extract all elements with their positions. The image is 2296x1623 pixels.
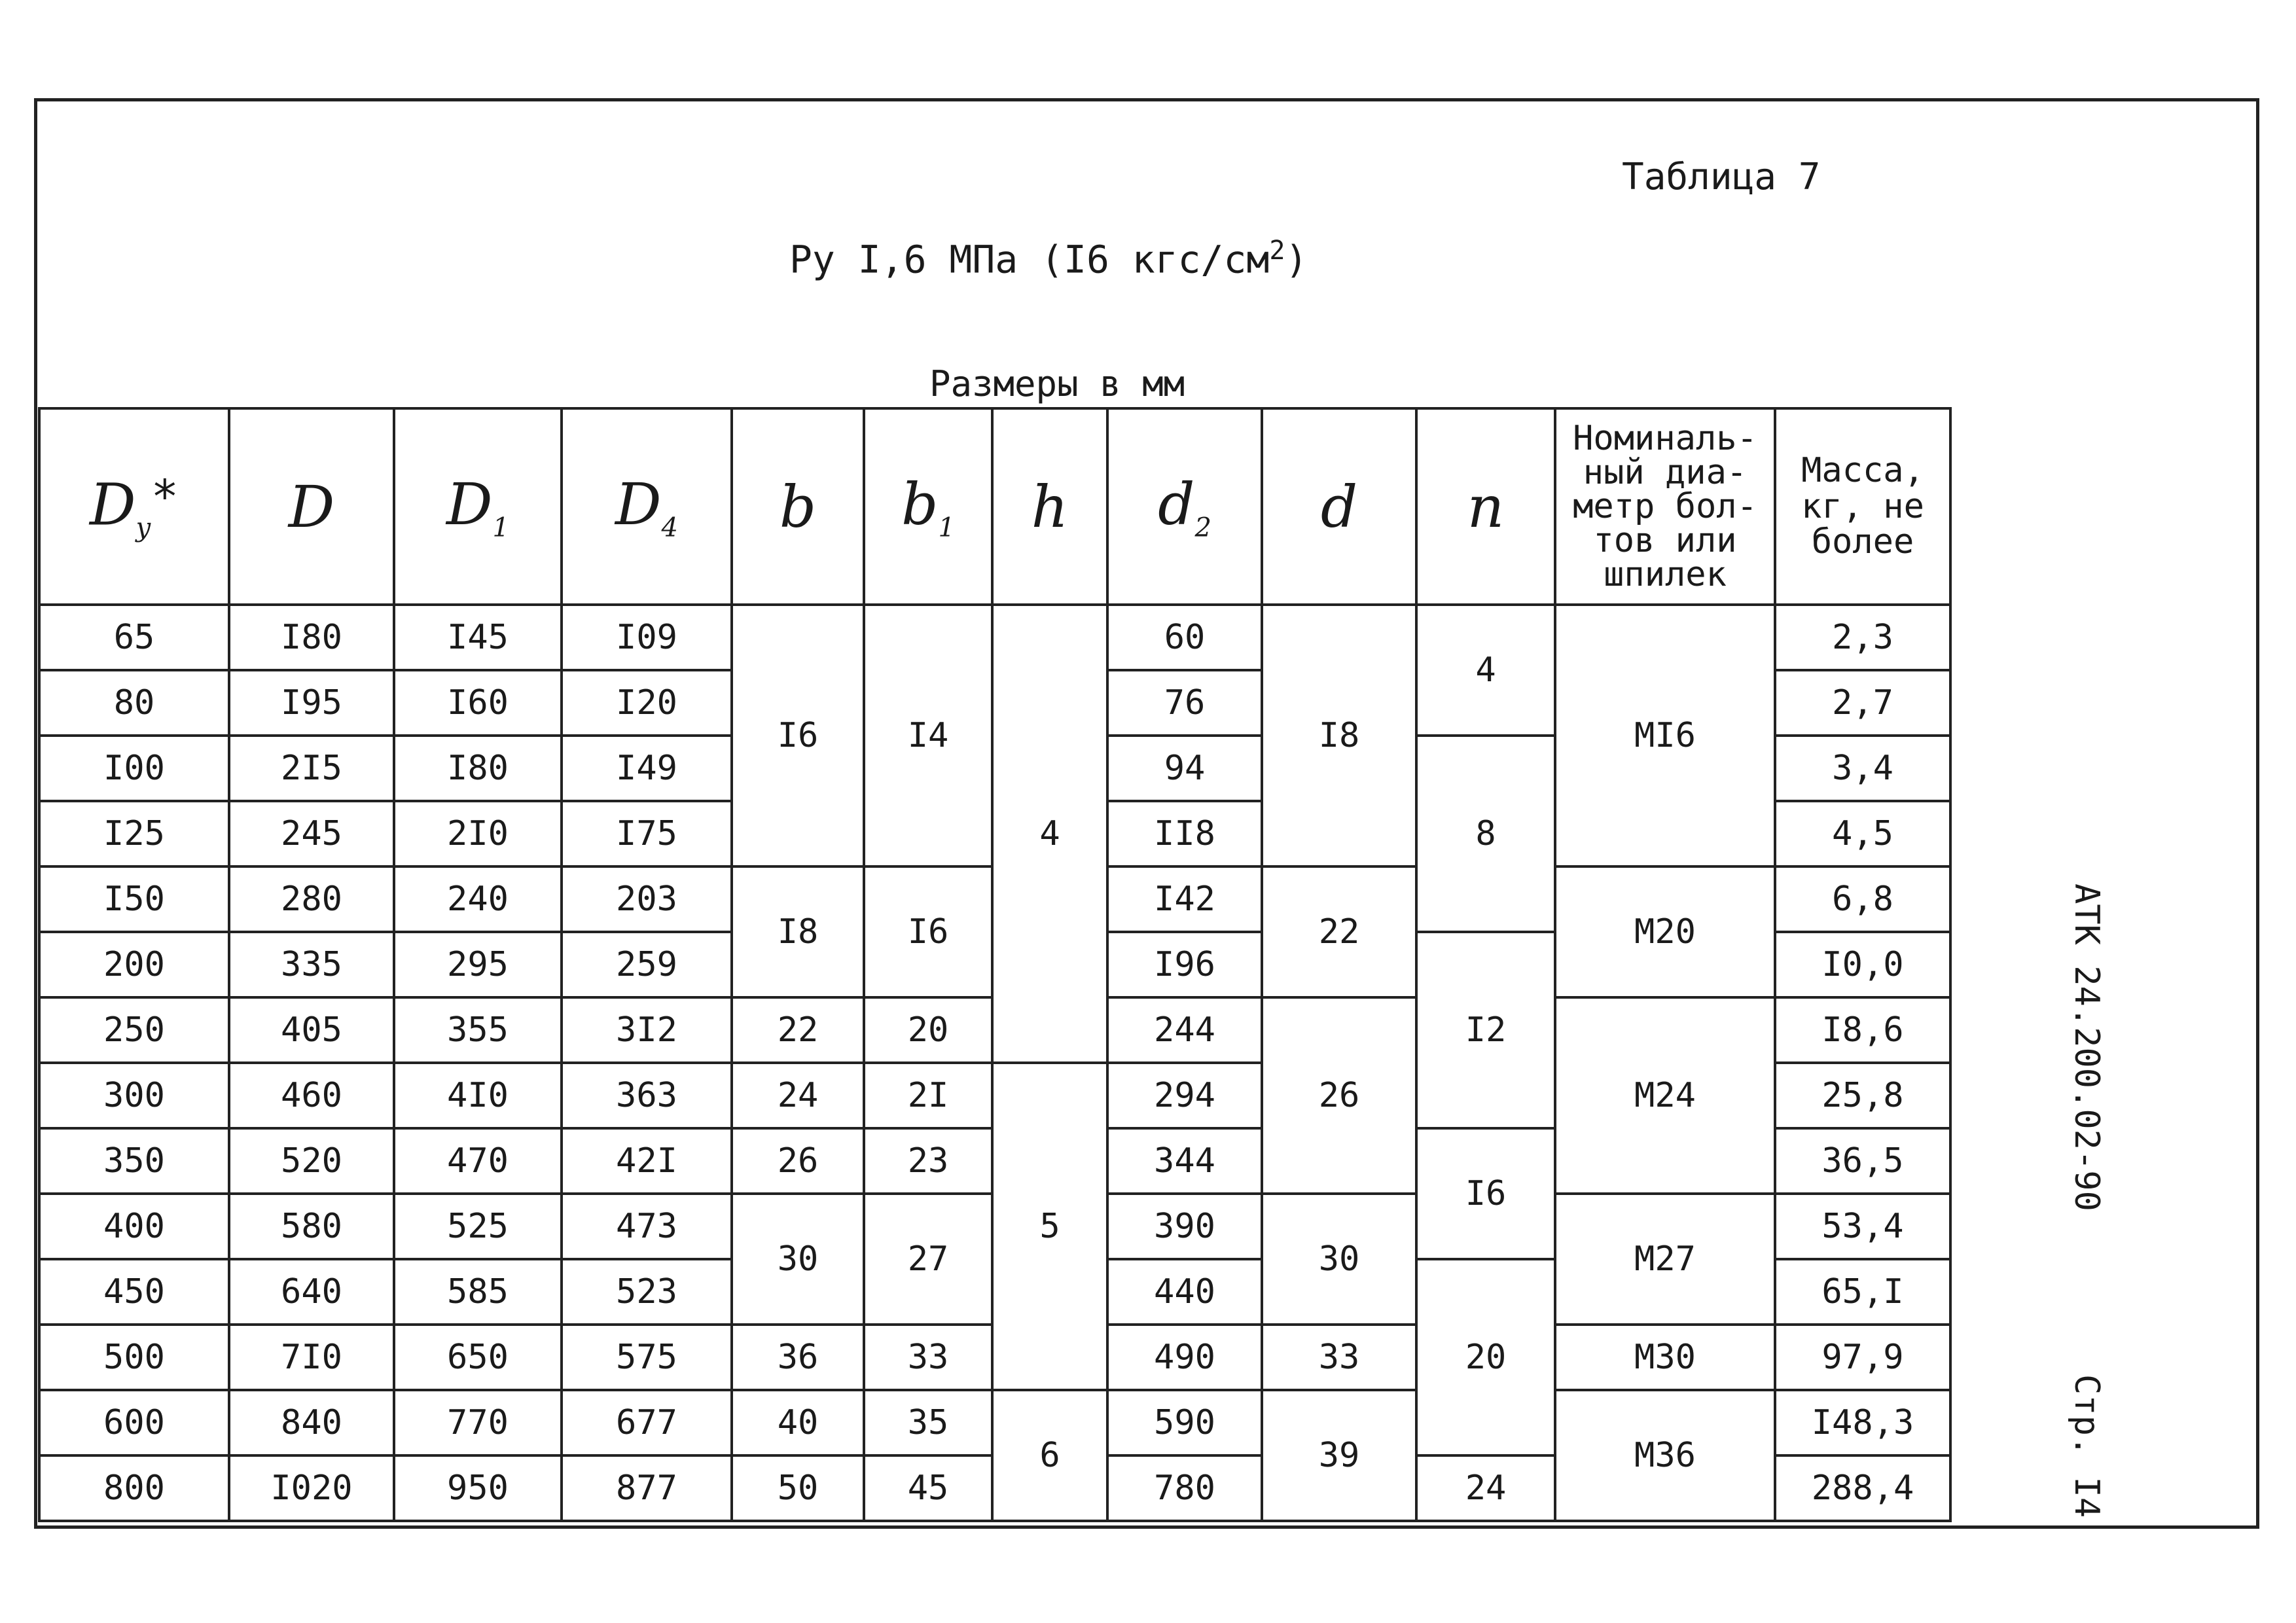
cell-mass: 4,5 — [1775, 801, 1950, 866]
cell-d: 460 — [229, 1063, 394, 1128]
cell-d: I020 — [229, 1455, 394, 1521]
cell-d2: I42 — [1107, 866, 1262, 932]
cell-d4: 877 — [562, 1455, 732, 1521]
cell-d2: 60 — [1107, 605, 1262, 670]
cell-n: 8 — [1416, 736, 1555, 932]
cell-mass: 288,4 — [1775, 1455, 1950, 1521]
header-d4: $D_4$ — [562, 408, 732, 605]
cell-dy: 65 — [39, 605, 229, 670]
cell-bolt: MI6 — [1555, 605, 1775, 866]
cell-b1: I6 — [864, 866, 992, 997]
table-row — [39, 605, 1950, 670]
header-mass: Масса, кг, не более — [1775, 408, 1950, 605]
cell-mass: I0,0 — [1775, 932, 1950, 997]
cell-d: 335 — [229, 932, 394, 997]
cell-dy: I50 — [39, 866, 229, 932]
cell-d4: 677 — [562, 1390, 732, 1455]
cell-b: I6 — [732, 605, 864, 866]
cell-d2: 76 — [1107, 670, 1262, 736]
cell-dy: 500 — [39, 1325, 229, 1390]
header-d-hole: d — [1262, 408, 1416, 605]
flange-dimensions-table — [38, 407, 1952, 1522]
header-d-outer: D — [229, 408, 394, 605]
cell-bolt: M20 — [1555, 866, 1775, 997]
cell-b1: 27 — [864, 1194, 992, 1325]
cell-d4: I09 — [562, 605, 732, 670]
units-label: Размеры в мм — [929, 363, 1185, 404]
cell-d2: 590 — [1107, 1390, 1262, 1455]
cell-d1: 470 — [394, 1128, 562, 1194]
cell-d2: I96 — [1107, 932, 1262, 997]
cell-dy: 800 — [39, 1455, 229, 1521]
cell-d1: I60 — [394, 670, 562, 736]
cell-n: I6 — [1416, 1128, 1555, 1259]
cell-d1: 2I0 — [394, 801, 562, 866]
cell-dy: 200 — [39, 932, 229, 997]
cell-b: 24 — [732, 1063, 864, 1128]
cell-d: I80 — [229, 605, 394, 670]
cell-d2: 780 — [1107, 1455, 1262, 1521]
cell-d4: 3I2 — [562, 997, 732, 1063]
cell-d: 840 — [229, 1390, 394, 1455]
cell-d4: 259 — [562, 932, 732, 997]
cell-d1: 355 — [394, 997, 562, 1063]
cell-d2: 94 — [1107, 736, 1262, 801]
header-h: h — [992, 408, 1107, 605]
cell-n: 20 — [1416, 1259, 1555, 1455]
document-code: АТК 24.200.02-90 — [2067, 883, 2106, 1211]
cell-mass: 2,3 — [1775, 605, 1950, 670]
cell-d2: 294 — [1107, 1063, 1262, 1128]
cell-mass: 36,5 — [1775, 1128, 1950, 1194]
cell-dy: 350 — [39, 1128, 229, 1194]
cell-mass: 6,8 — [1775, 866, 1950, 932]
cell-d1: 770 — [394, 1390, 562, 1455]
cell-bolt: M30 — [1555, 1325, 1775, 1390]
table-label: Таблица 7 — [1622, 156, 1821, 198]
cell-dy: 250 — [39, 997, 229, 1063]
cell-d-hole: 22 — [1262, 866, 1416, 997]
header-row — [39, 408, 1950, 605]
cell-d: 580 — [229, 1194, 394, 1259]
cell-d: 520 — [229, 1128, 394, 1194]
cell-dy: 300 — [39, 1063, 229, 1128]
cell-d4: 575 — [562, 1325, 732, 1390]
cell-d1: 525 — [394, 1194, 562, 1259]
cell-bolt: M36 — [1555, 1390, 1775, 1521]
cell-dy: 80 — [39, 670, 229, 736]
cell-mass: I48,3 — [1775, 1390, 1950, 1455]
cell-b: 30 — [732, 1194, 864, 1325]
cell-mass: 97,9 — [1775, 1325, 1950, 1390]
cell-b1: 2I — [864, 1063, 992, 1128]
cell-d: I95 — [229, 670, 394, 736]
cell-mass: 3,4 — [1775, 736, 1950, 801]
cell-d4: 42I — [562, 1128, 732, 1194]
cell-b: 36 — [732, 1325, 864, 1390]
cell-bolt: M24 — [1555, 997, 1775, 1194]
cell-d4: 203 — [562, 866, 732, 932]
cell-d2: 390 — [1107, 1194, 1262, 1259]
header-bolt-diameter: Номиналь-ный диа-метр бол-тов или шпилек — [1555, 408, 1775, 605]
cell-d4: I20 — [562, 670, 732, 736]
cell-d4: 473 — [562, 1194, 732, 1259]
cell-d1: 240 — [394, 866, 562, 932]
cell-dy: I25 — [39, 801, 229, 866]
header-b1: $b_1$ — [864, 408, 992, 605]
cell-dy: 450 — [39, 1259, 229, 1325]
cell-d-hole: 33 — [1262, 1325, 1416, 1390]
cell-d2: 244 — [1107, 997, 1262, 1063]
cell-d-hole: 26 — [1262, 997, 1416, 1194]
cell-bolt: M27 — [1555, 1194, 1775, 1325]
cell-b: 40 — [732, 1390, 864, 1455]
cell-mass: 53,4 — [1775, 1194, 1950, 1259]
cell-d2: 344 — [1107, 1128, 1262, 1194]
cell-b: 22 — [732, 997, 864, 1063]
cell-d2: 440 — [1107, 1259, 1262, 1325]
cell-d1: I80 — [394, 736, 562, 801]
cell-h: 4 — [992, 605, 1107, 1063]
cell-mass: 2,7 — [1775, 670, 1950, 736]
cell-d-hole: I8 — [1262, 605, 1416, 866]
cell-d4: 363 — [562, 1063, 732, 1128]
cell-d2: 490 — [1107, 1325, 1262, 1390]
cell-d2: II8 — [1107, 801, 1262, 866]
cell-b: 50 — [732, 1455, 864, 1521]
header-d1: $D_1$ — [394, 408, 562, 605]
cell-dy: 400 — [39, 1194, 229, 1259]
cell-d1: 295 — [394, 932, 562, 997]
cell-b: I8 — [732, 866, 864, 997]
cell-b1: 33 — [864, 1325, 992, 1390]
cell-h: 5 — [992, 1063, 1107, 1390]
cell-d: 280 — [229, 866, 394, 932]
cell-h: 6 — [992, 1390, 1107, 1521]
cell-d1: 950 — [394, 1455, 562, 1521]
header-b: b — [732, 408, 864, 605]
cell-d-hole: 39 — [1262, 1390, 1416, 1521]
cell-mass: I8,6 — [1775, 997, 1950, 1063]
cell-b1: I4 — [864, 605, 992, 866]
cell-b1: 45 — [864, 1455, 992, 1521]
cell-d1: I45 — [394, 605, 562, 670]
cell-n: I2 — [1416, 932, 1555, 1128]
cell-d: 405 — [229, 997, 394, 1063]
cell-d4: I75 — [562, 801, 732, 866]
cell-d4: 523 — [562, 1259, 732, 1325]
cell-b1: 35 — [864, 1390, 992, 1455]
cell-dy: 600 — [39, 1390, 229, 1455]
cell-mass: 25,8 — [1775, 1063, 1950, 1128]
cell-mass: 65,I — [1775, 1259, 1950, 1325]
cell-b: 26 — [732, 1128, 864, 1194]
page-number: Стр. I4 — [2067, 1374, 2106, 1518]
cell-d: 2I5 — [229, 736, 394, 801]
cell-d4: I49 — [562, 736, 732, 801]
header-n: n — [1416, 408, 1555, 605]
cell-d1: 4I0 — [394, 1063, 562, 1128]
cell-b1: 20 — [864, 997, 992, 1063]
cell-n: 24 — [1416, 1455, 1555, 1521]
cell-d-hole: 30 — [1262, 1194, 1416, 1325]
cell-n: 4 — [1416, 605, 1555, 736]
pressure-title: Ру I,6 МПа (I6 кгс/$см^2$) — [789, 236, 1308, 282]
cell-d1: 650 — [394, 1325, 562, 1390]
cell-d: 7I0 — [229, 1325, 394, 1390]
cell-d: 245 — [229, 801, 394, 866]
cell-d1: 585 — [394, 1259, 562, 1325]
header-d2: $d_2$ — [1107, 408, 1262, 605]
header-dy: $D_у*$ — [39, 408, 229, 605]
cell-b1: 23 — [864, 1128, 992, 1194]
cell-dy: I00 — [39, 736, 229, 801]
cell-d: 640 — [229, 1259, 394, 1325]
table-row — [39, 1390, 1950, 1455]
